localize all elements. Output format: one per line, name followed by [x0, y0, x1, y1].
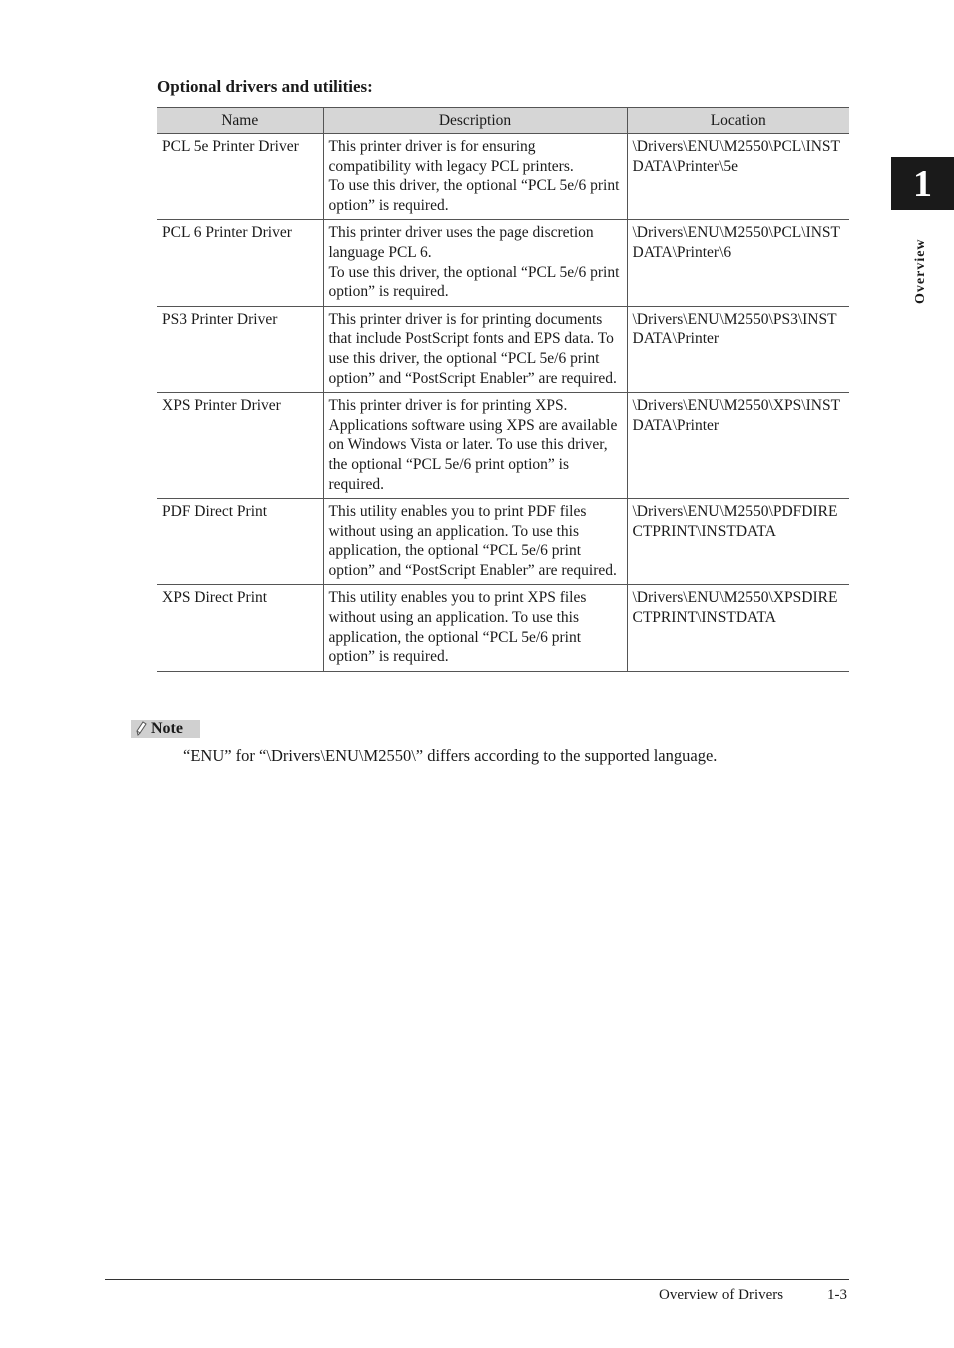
note-text: “ENU” for “\Drivers\ENU\M2550\” differs according to the supported language.: [183, 746, 718, 765]
note-title: Note: [151, 720, 183, 737]
section-heading: Optional drivers and utilities:: [157, 77, 373, 96]
cell-name: XPS Direct Print: [157, 585, 323, 671]
cell-location: \Drivers\ENU\M2550\PCL\INSTDATA\Printer\6: [627, 220, 849, 306]
footer-chapter-title: Overview of Drivers: [659, 1287, 784, 1303]
table-row: [157, 306, 849, 392]
cell-description: This printer driver is for printing documents that include PostScript fonts and EPS data. To use this driver, the optional “PCL 5e/6 print option” and “PostScript Enabler” are required.: [323, 306, 627, 392]
table-row: [157, 220, 849, 306]
cell-location: \Drivers\ENU\M2550\PS3\INSTDATA\Printer: [627, 306, 849, 392]
column-header-location: Location: [627, 108, 849, 134]
footer-divider: [105, 1279, 849, 1280]
cell-description: This utility enables you to print PDF files without using an application. To use this application, the optional “PCL 5e/6 print option” and “PostScript Enabler” are required.: [323, 499, 627, 585]
table-row: [157, 393, 849, 499]
column-header-description: Description: [323, 108, 627, 134]
drivers-table: [157, 107, 849, 672]
cell-name: PS3 Printer Driver: [157, 306, 323, 392]
cell-location: \Drivers\ENU\M2550\PDFDIRECTPRINT\INSTDATA: [627, 499, 849, 585]
table-row: [157, 499, 849, 585]
chapter-number-tab: 1: [891, 157, 954, 210]
cell-description: This printer driver is for printing XPS. Applications software using XPS are available on Windows Vista or later. To use this driver, the optional “PCL 5e/6 print option” is required.: [323, 393, 627, 499]
table-row: [157, 585, 849, 671]
pencil-note-icon: [131, 720, 151, 738]
cell-location: \Drivers\ENU\M2550\XPSDIRECTPRINT\INSTDATA: [627, 585, 849, 671]
cell-description: This printer driver is for ensuring compatibility with legacy PCL printers. To use this driver, the optional “PCL 5e/6 print option” is required.: [323, 134, 627, 220]
cell-name: XPS Printer Driver: [157, 393, 323, 499]
column-header-name: Name: [157, 108, 323, 134]
page-number: 1-3: [827, 1287, 847, 1303]
cell-name: PCL 5e Printer Driver: [157, 134, 323, 220]
table-header-row: [157, 108, 849, 134]
cell-description: This printer driver uses the page discretion language PCL 6. To use this driver, the optional “PCL 5e/6 print option” is required.: [323, 220, 627, 306]
cell-description: This utility enables you to print XPS files without using an application. To use this application, the optional “PCL 5e/6 print option” is required.: [323, 585, 627, 671]
chapter-side-label: Overview: [913, 238, 928, 304]
cell-name: PCL 6 Printer Driver: [157, 220, 323, 306]
table-row: [157, 134, 849, 220]
cell-name: PDF Direct Print: [157, 499, 323, 585]
cell-location: \Drivers\ENU\M2550\XPS\INSTDATA\Printer: [627, 393, 849, 499]
cell-location: \Drivers\ENU\M2550\PCL\INSTDATA\Printer\5e: [627, 134, 849, 220]
note-label: [131, 720, 200, 738]
